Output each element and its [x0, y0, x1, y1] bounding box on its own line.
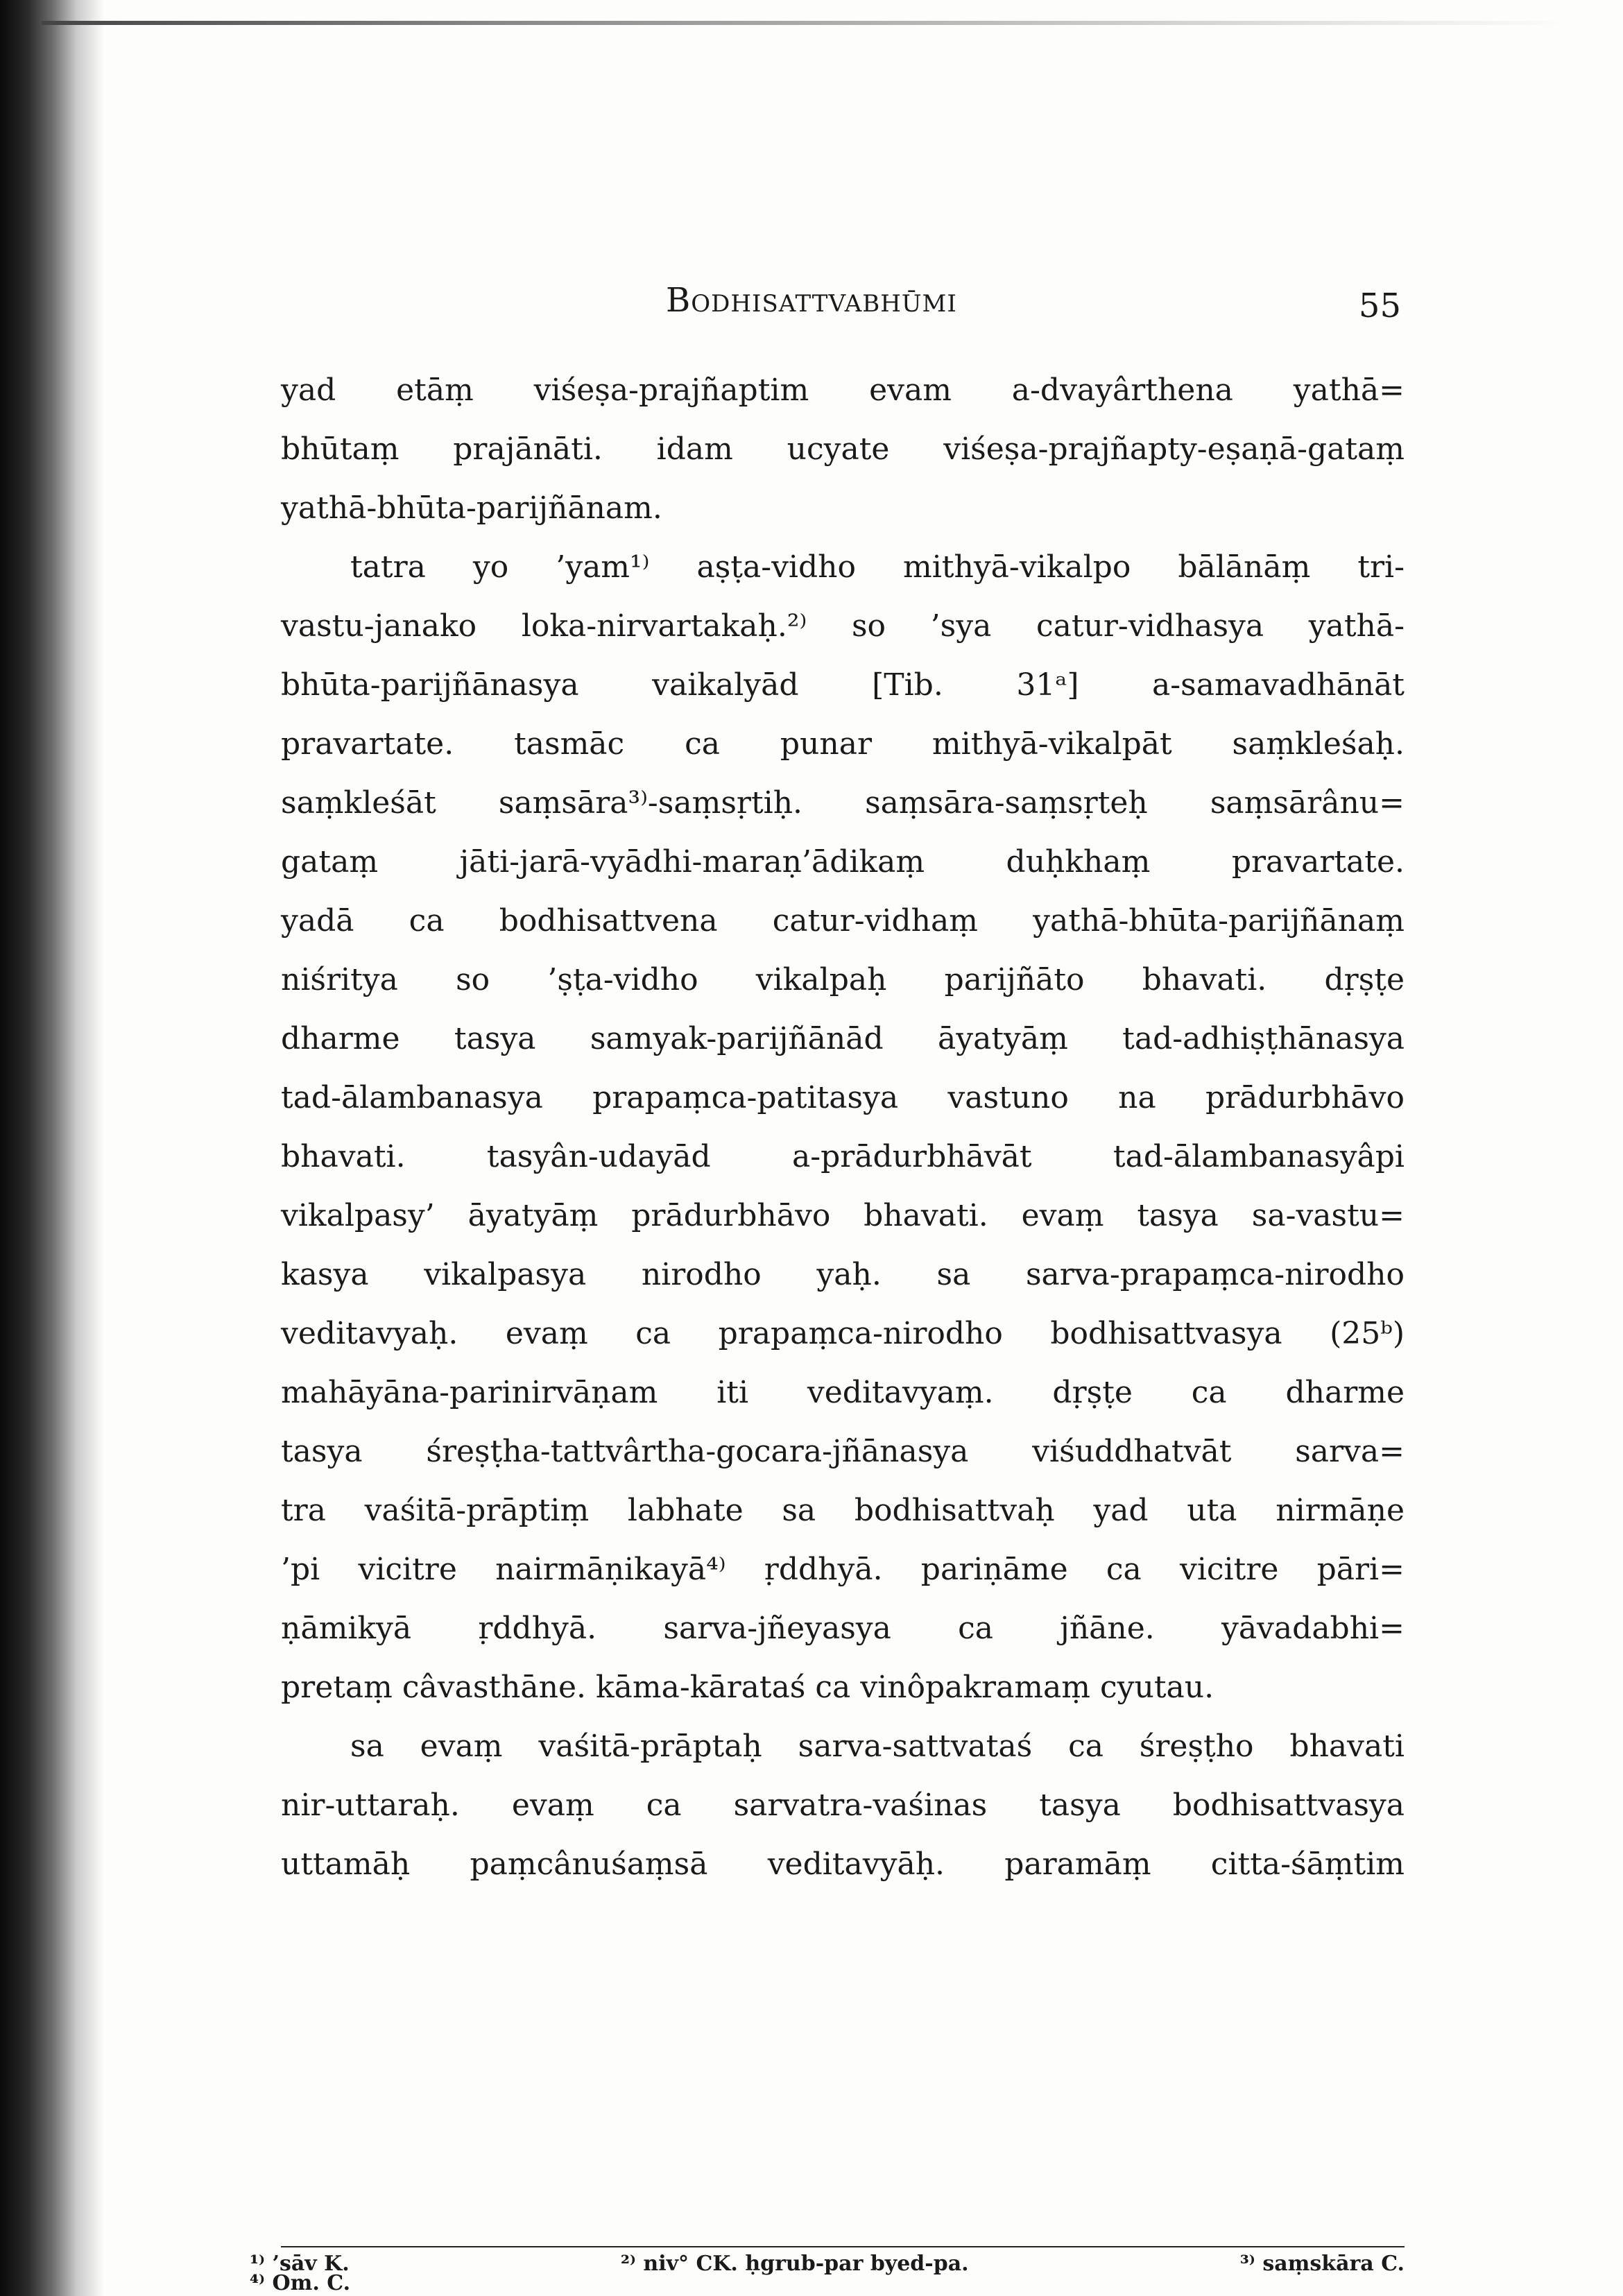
footnote-2: ²⁾ niv° CK. ḥgrub-par byed-pa. — [620, 2252, 969, 2276]
footnote-4: ⁴⁾ Om. C. — [250, 2271, 351, 2295]
footnote-1: ¹⁾ ’sāv K. — [250, 2252, 350, 2276]
text-line: nir-uttaraḥ. evaṃ ca sarvatra-vaśinas tasya bodhisattvasya — [281, 1788, 1405, 1823]
text-line: bhūtaṃ prajānāti. idam ucyate viśeṣa-prajñapty-eṣaṇā-gataṃ — [281, 431, 1405, 467]
text-line: uttamāḥ paṃcânuśaṃsā veditavyāḥ. paramāṃ citta-śāṃtim — [281, 1847, 1405, 1882]
text-line: pretaṃ câvasthāne. kāma-kārataś ca vinôpakramaṃ cyutau. — [281, 1670, 1214, 1705]
text-line: tatra yo ’yam¹⁾ aṣṭa-vidho mithyā-vikalpo bālānāṃ tri- — [350, 549, 1405, 585]
text-line: niśritya so ’ṣṭa-vidho vikalpaḥ parijñāto bhavati. dṛṣṭe — [281, 962, 1405, 997]
text-line: mahāyāna-parinirvāṇam iti veditavyaṃ. dṛṣṭe ca dharme — [281, 1375, 1405, 1410]
text-line: vikalpasy’ āyatyāṃ prādurbhāvo bhavati. evaṃ tasya sa-vastu= — [281, 1198, 1405, 1233]
text-line: ṇāmikyā ṛddhyā. sarva-jñeyasya ca jñāne. yāvadabhi= — [281, 1611, 1405, 1646]
text-line: yad etāṃ viśeṣa-prajñaptim evam a-dvayârthena yathā= — [281, 372, 1405, 408]
text-line: bhūta-parijñānasya vaikalyād [Tib. 31ᵃ] a-samavadhānāt — [281, 667, 1405, 703]
main-text — [281, 361, 1405, 1894]
text-line: kasya vikalpasya nirodho yaḥ. sa sarva-prapaṃca-nirodho — [281, 1257, 1405, 1292]
text-line: bhavati. tasyân-udayād a-prādurbhāvāt tad-ālambanasyâpi — [281, 1139, 1405, 1174]
text-line: gataṃ jāti-jarā-vyādhi-maraṇ’ādikaṃ duḥkhaṃ pravartate. — [281, 844, 1405, 880]
running-head: Bodhisattvabhūmi — [666, 281, 957, 320]
text-line: pravartate. tasmāc ca punar mithyā-vikalpāt saṃkleśaḥ. — [281, 726, 1405, 762]
top-scan-edge — [42, 21, 1568, 25]
text-line: tad-ālambanasya prapaṃca-patitasya vastuno na prādurbhāvo — [281, 1080, 1405, 1115]
text-line: tra vaśitā-prāptiṃ labhate sa bodhisattvaḥ yad uta nirmāṇe — [281, 1493, 1405, 1528]
page-header — [666, 281, 1401, 336]
text-line: sa evaṃ vaśitā-prāptaḥ sarva-sattvataś ca śreṣṭho bhavati — [350, 1729, 1405, 1764]
footnote-3: ³⁾ saṃskāra C. — [1239, 2252, 1405, 2276]
footnote-rule — [281, 2246, 1405, 2247]
text-line: tasya śreṣṭha-tattvârtha-gocara-jñānasya viśuddhatvāt sarva= — [281, 1434, 1405, 1469]
text-line: yathā-bhūta-parijñānam. — [281, 490, 662, 526]
text-line: veditavyaḥ. evaṃ ca prapaṃca-nirodho bodhisattvasya (25ᵇ) — [281, 1316, 1405, 1351]
text-line: saṃkleśāt saṃsāra³⁾-saṃsṛtiḥ. saṃsāra-saṃsṛteḥ saṃsārânu= — [281, 785, 1405, 821]
text-line: ’pi vicitre nairmāṇikayā⁴⁾ ṛddhyā. pariṇāme ca vicitre pāri= — [281, 1552, 1405, 1587]
footnote-line — [250, 2254, 1405, 2274]
page-number: 55 — [1358, 286, 1401, 325]
text-line: vastu-janako loka-nirvartakaḥ.²⁾ so ’sya catur-vidhasya yathā- — [281, 608, 1405, 644]
text-line: dharme tasya samyak-parijñānād āyatyāṃ tad-adhiṣṭhānasya — [281, 1021, 1405, 1056]
book-spine-shadow — [0, 0, 104, 2296]
footnotes — [250, 2254, 1405, 2293]
footnote-line — [250, 2271, 1405, 2295]
text-line: yadā ca bodhisattvena catur-vidhaṃ yathā-bhūta-parijñānaṃ — [281, 903, 1405, 939]
